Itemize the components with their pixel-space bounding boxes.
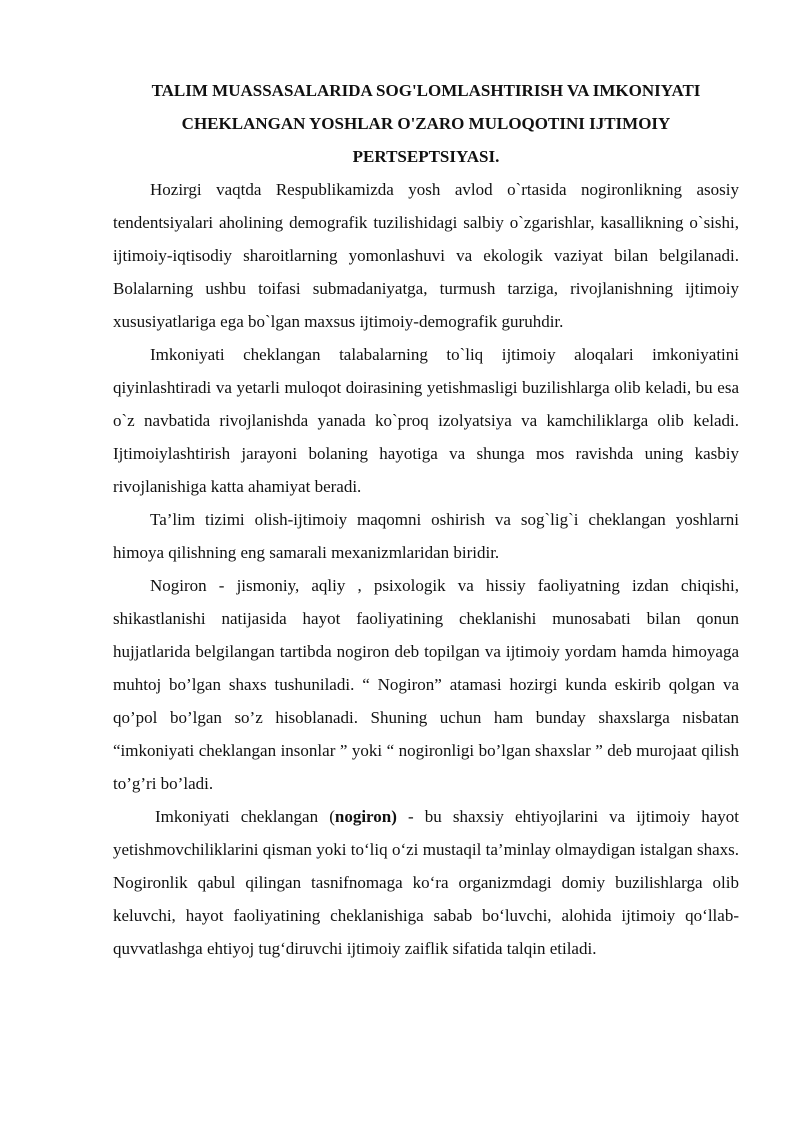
paragraph-1: Hozirgi vaqtda Respublikamizda yosh avlod o`rtasida nogironlikning asosiy tendentsiyalari aholining demografik tuzilishidagi salbiy o`zgarishlar, kasallikning o`sishi, ijtimoiy-iqtisodiy sharoitlarning yomonlashuvi va ekologik vaziyat bilan belgilanadi. Bolalarning ushbu toifasi submadaniyatga, turmush tarziga, rivojlanishning ijtimoiy xususiyatlariga ega bo`lgan maxsus ijtimoiy-demografik guruhdir. [113,180,739,331]
paragraph-2: Imkoniyati cheklangan talabalarning to`liq ijtimoiy aloqalari imkoniyatini qiyinlashtiradi va yetarli muloqot doirasining yetishmasligi buzilishlarga olib keladi, bu esa o`z navbatida rivojlanishda yanada ko`proq izolyatsiya va kamchiliklarga olib keladi. Ijtimoiylashtirish jarayoni bolaning hayotiga va shunga mos ravishda uning kasbiy rivojlanishiga katta ahamiyat beradi. [113,345,739,496]
paragraph-5-bold-term: nogiron) [334,807,397,826]
paragraph-4: Nogiron - jismoniy, aqliy , psixologik va hissiy faoliyatning izdan chiqishi, shikastlanishi natijasida hayot faoliyatining cheklanishi munosabati bilan qonun hujjatlarida belgilangan tartibda nogiron deb topilgan va ijtimoiy yordam hamda himoyaga muhtoj bo’lgan shaxs tushuniladi. “ Nogiron” atamasi hozirgi kunda eskirib qolgan va qo’pol bo’lgan so’z hisoblanadi. Shuning uchun ham bunday shaxslarga nisbatan “imkoniyati cheklangan insonlar ” yoki “ nogironligi bo’lgan shaxslar ” deb murojaat qilish to’g’ri bo’ladi. [113,576,739,793]
paragraph-5-lead: Imkoniyati cheklangan ( [155,807,335,826]
paragraph-5 [113,800,739,965]
paragraph-3: Ta’lim tizimi olish-ijtimoiy maqomni oshirish va sog`lig`i cheklangan yoshlarni himoya qilishning eng samarali mexanizmlaridan biridir. [113,510,739,562]
document-page [113,74,739,965]
paragraph-5-rest: - bu shaxsiy ehtiyojlarini va ijtimoiy hayot yetishmovchiliklarini qisman yoki to‘liq o‘zi mustaqil ta’minlay olmaydigan istalgan shaxs. Nogironlik qabul qilingan tasnifnomaga ko‘ra organizmdagi domiy buzilishlarga olib keluvchi, hayot faoliyatining cheklanishiga sabab bo‘luvchi, alohida ijtimoiy qo‘llab-quvvatlashga ehtiyoj tug‘diruvchi ijtimoiy zaiflik sifatida talqin etiladi. [113,807,740,958]
document-title: TALIM MUASSASALARIDA SOG'LOMLASHTIRISH VA IMKONIYATI CHEKLANGAN YOSHLAR O'ZARO MULOQOTINI IJTIMOIY PERTSEPTSIYASI. [151,81,701,166]
